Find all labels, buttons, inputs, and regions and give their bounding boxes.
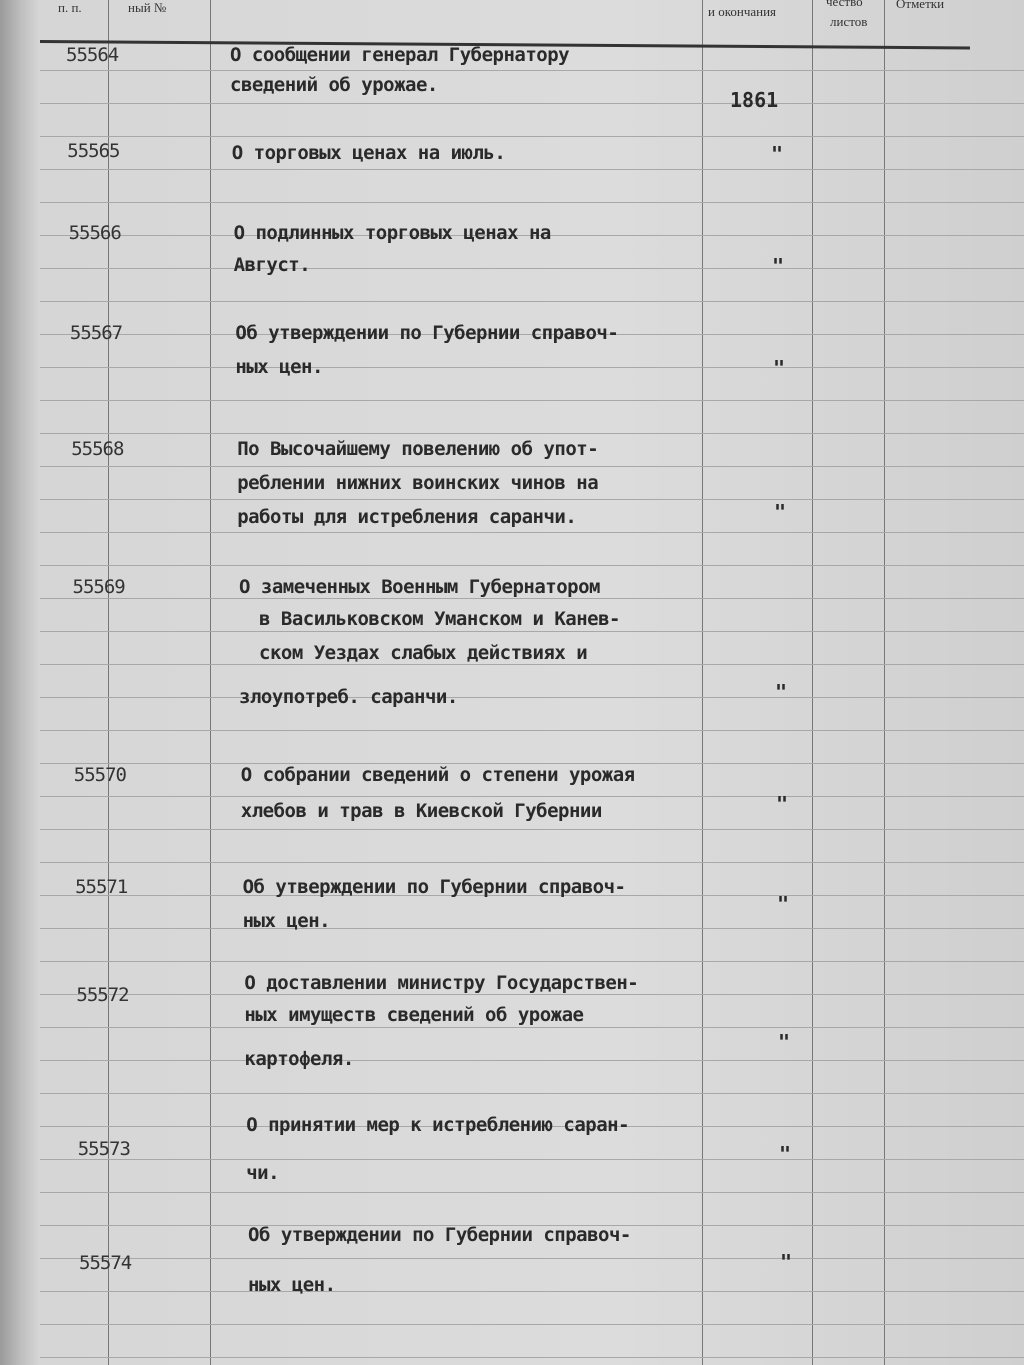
ruled-line xyxy=(40,994,1024,995)
entry-number: 55569 xyxy=(72,576,125,598)
entry-number: 55566 xyxy=(68,222,121,244)
ruled-line xyxy=(40,1192,1024,1193)
entry-title-line: О замеченных Военным Губернатором xyxy=(239,576,600,598)
entry-year: " xyxy=(772,254,785,278)
entry-title-line: в Васильковском Уманском и Канев- xyxy=(259,608,620,630)
ruled-line xyxy=(40,268,1024,269)
entry-title-line: Об утверждении по Губернии справоч- xyxy=(235,322,619,344)
entry-number: 55573 xyxy=(77,1138,130,1160)
entry-number: 55572 xyxy=(76,984,129,1006)
entry-title-line: Об утверждении по Губернии справоч- xyxy=(242,876,626,898)
ruled-line xyxy=(40,730,1024,731)
entry-title-line: О собрании сведений о степени урожая xyxy=(240,764,635,786)
entry-title-line: О подлинных торговых ценах на xyxy=(233,222,551,244)
entry-number: 55568 xyxy=(71,438,124,460)
entry-year: " xyxy=(771,142,784,166)
ruled-line xyxy=(40,367,1024,368)
header-col-number: п. п. xyxy=(58,0,82,15)
entry-year: " xyxy=(780,1250,793,1274)
header-col-notes: Отметки xyxy=(896,0,945,11)
entry-number: 55564 xyxy=(66,44,119,66)
entry-title-line: чи. xyxy=(246,1162,280,1184)
ruled-line xyxy=(40,796,1024,797)
ruled-line xyxy=(40,928,1024,929)
entry-year: " xyxy=(775,680,788,704)
entry-title-line: хлебов и трав в Киевской Губернии xyxy=(240,800,602,822)
entry-title-line: ных цен. xyxy=(248,1274,336,1296)
entry-title-line: ском Уездах слабых действиях и xyxy=(259,642,588,664)
ruled-line xyxy=(40,400,1024,401)
entry-number: 55574 xyxy=(79,1252,132,1274)
entry-title-line: сведений об урожае. xyxy=(230,74,438,96)
ruled-line xyxy=(40,70,1024,71)
entry-title-line: О доставлении министру Государствен- xyxy=(244,972,639,994)
entry-title-line: ных цен. xyxy=(235,356,323,378)
ruled-line xyxy=(40,862,1024,863)
column-divider xyxy=(702,0,703,1365)
entry-title-line: О сообщении генерал Губернатору xyxy=(230,44,570,66)
ruled-line xyxy=(40,466,1024,467)
entry-title-line: работы для истребления саранчи. xyxy=(237,506,577,528)
ruled-line xyxy=(40,1060,1024,1061)
header-col-sheets-b: листов xyxy=(830,14,868,29)
ruled-line xyxy=(40,1357,1024,1358)
column-divider xyxy=(812,0,813,1365)
entry-number: 55570 xyxy=(73,764,126,786)
entry-title-line: реблении нижних воинских чинов на xyxy=(237,472,599,494)
ruled-line xyxy=(40,829,1024,830)
ruled-line xyxy=(40,532,1024,533)
entry-year: " xyxy=(776,792,789,816)
ruled-line xyxy=(40,136,1024,137)
entry-year: " xyxy=(779,1142,792,1166)
entry-title-line: ных имуществ сведений об урожае xyxy=(244,1004,584,1026)
entry-year: " xyxy=(774,500,787,524)
entry-year: " xyxy=(778,1030,791,1054)
entry-year: 1861 xyxy=(730,88,779,112)
entry-year: " xyxy=(773,356,786,380)
ruled-line xyxy=(40,631,1024,632)
ruled-line xyxy=(40,697,1024,698)
entry-title-line: О принятии мер к истреблению саран- xyxy=(246,1114,630,1136)
ruled-line xyxy=(40,598,1024,599)
column-divider xyxy=(108,0,109,1365)
ruled-line xyxy=(40,499,1024,500)
header-col-archive-number: ный № xyxy=(128,0,167,15)
ruled-line xyxy=(40,565,1024,566)
entry-title-line: картофеля. xyxy=(244,1048,354,1070)
ruled-line xyxy=(40,664,1024,665)
ruled-line xyxy=(40,1093,1024,1094)
ruled-line xyxy=(40,433,1024,434)
ruled-line xyxy=(40,169,1024,170)
entry-title-line: О торговых ценах на июль. xyxy=(231,142,506,164)
ruled-line xyxy=(40,1159,1024,1160)
ruled-line xyxy=(40,103,1024,104)
entry-number: 55565 xyxy=(67,140,120,162)
entry-number: 55571 xyxy=(75,876,128,898)
column-divider xyxy=(210,0,211,1365)
entry-title-line: Об утверждении по Губернии справоч- xyxy=(248,1224,631,1246)
ruled-line xyxy=(40,1324,1024,1325)
entry-number: 55567 xyxy=(69,322,123,344)
header-col-dates: и окончания xyxy=(708,4,777,19)
ruled-line xyxy=(40,1258,1024,1259)
ruled-line xyxy=(40,202,1024,203)
entry-title-line: злоупотреб. саранчи. xyxy=(239,686,458,708)
header-col-sheets-a: чество xyxy=(826,0,863,9)
column-divider xyxy=(884,0,885,1365)
entry-title-line: Август. xyxy=(233,254,311,276)
entry-title-line: ных цен. xyxy=(242,910,331,932)
entry-year: " xyxy=(777,892,790,916)
entry-title-line: По Высочайшему повелению об упот- xyxy=(237,438,599,460)
ruled-line xyxy=(40,301,1024,302)
ruled-line xyxy=(40,1291,1024,1292)
ruled-line xyxy=(40,961,1024,962)
ruled-line xyxy=(40,1027,1024,1028)
